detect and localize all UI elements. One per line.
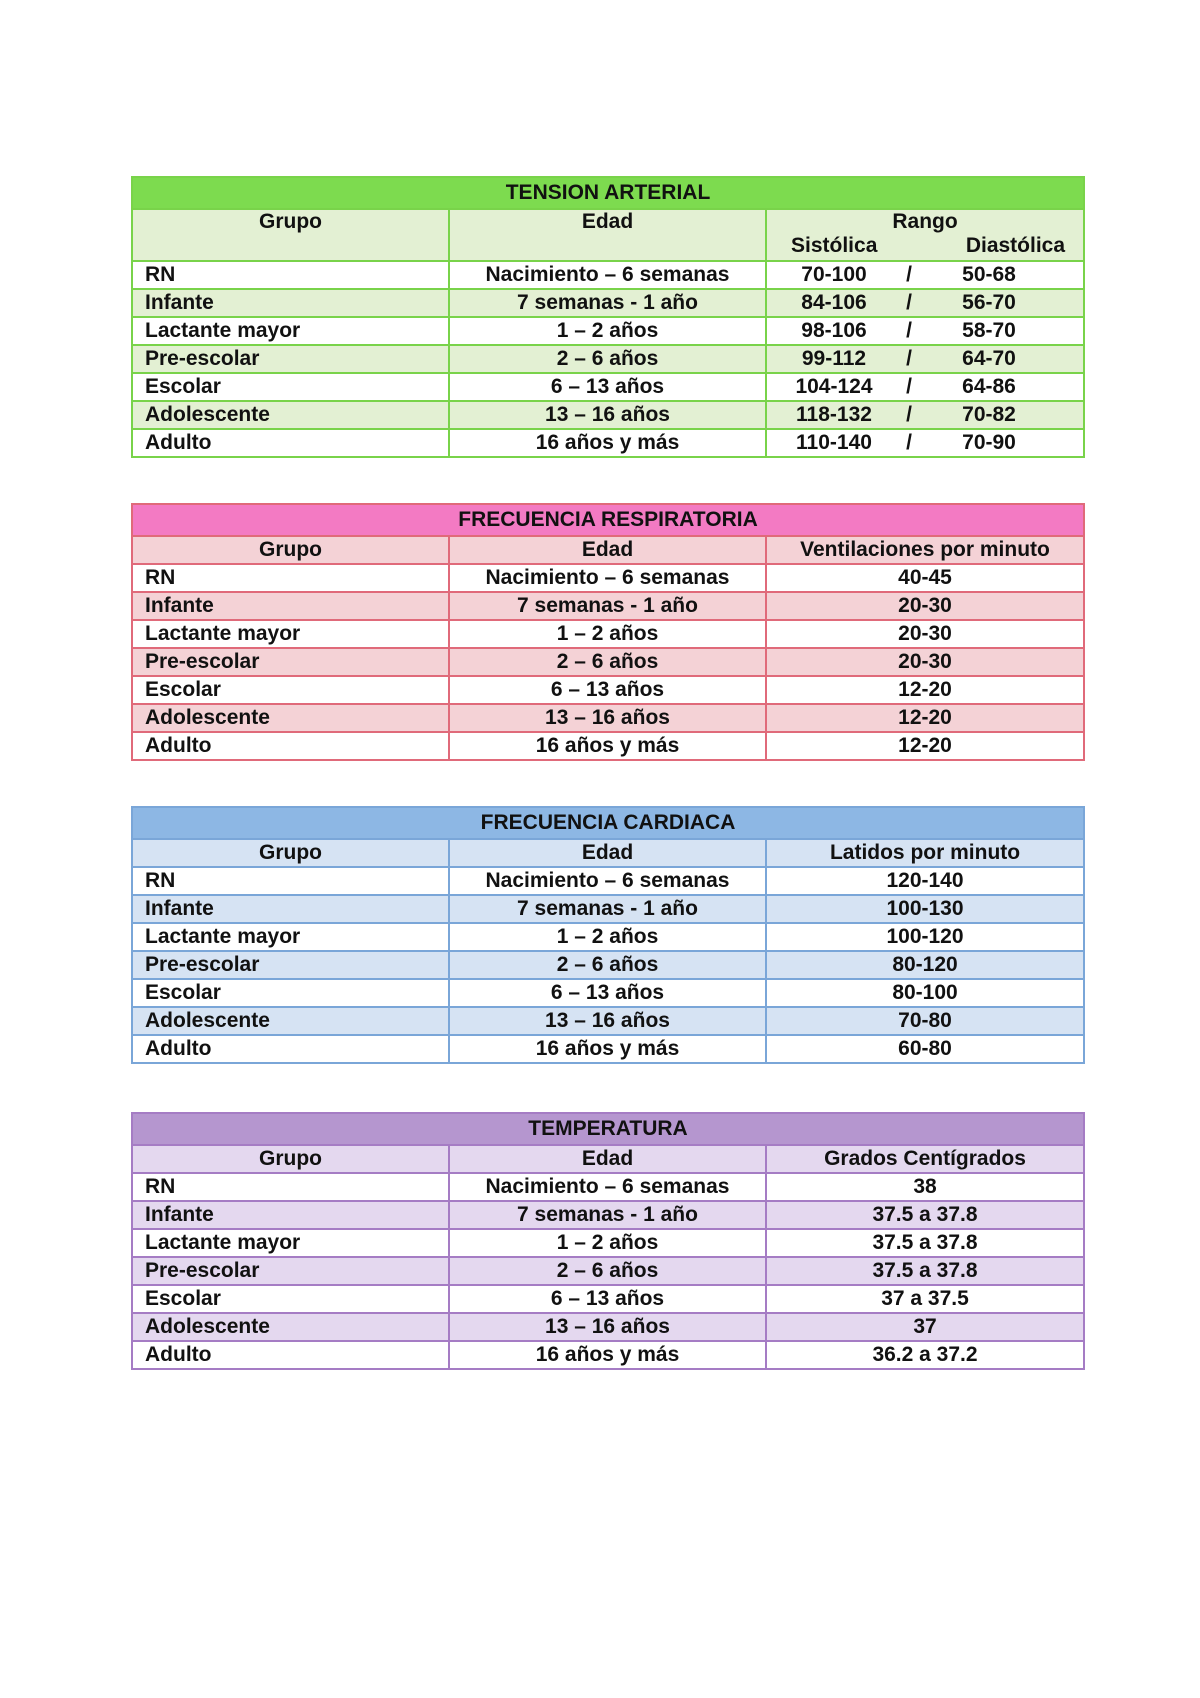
table-row xyxy=(132,648,1084,676)
cell-rango xyxy=(766,289,1084,317)
separator: / xyxy=(906,319,912,342)
temperatura-body xyxy=(132,1173,1084,1369)
cell-grupo: Adolescente xyxy=(132,401,449,429)
cell-valor: 100-120 xyxy=(766,923,1084,951)
col-header-edad: Edad xyxy=(449,839,766,867)
cell-grupo: Infante xyxy=(132,289,449,317)
table-row xyxy=(132,373,1084,401)
cell-rango xyxy=(766,373,1084,401)
sistolica-label: Sistólica xyxy=(791,234,878,257)
table-row xyxy=(132,923,1084,951)
table-row xyxy=(132,1173,1084,1201)
sistolica-value: 104-124 xyxy=(795,375,873,398)
cell-edad: 13 – 16 años xyxy=(449,401,766,429)
cell-grupo: RN xyxy=(132,261,449,289)
diastolica-value: 58-70 xyxy=(962,319,1016,342)
cell-rango xyxy=(766,429,1084,457)
cell-edad: Nacimiento – 6 semanas xyxy=(449,1173,766,1201)
cell-grupo: Escolar xyxy=(132,979,449,1007)
cell-grupo: Infante xyxy=(132,1201,449,1229)
cell-grupo: RN xyxy=(132,867,449,895)
cell-edad: 13 – 16 años xyxy=(449,704,766,732)
cell-edad: 7 semanas - 1 año xyxy=(449,289,766,317)
separator: / xyxy=(906,263,912,286)
cell-grupo: Adolescente xyxy=(132,704,449,732)
cell-edad: 6 – 13 años xyxy=(449,1285,766,1313)
cell-edad: 2 – 6 años xyxy=(449,648,766,676)
separator: / xyxy=(906,347,912,370)
cell-grupo: Pre-escolar xyxy=(132,345,449,373)
cell-edad: Nacimiento – 6 semanas xyxy=(449,261,766,289)
cell-valor: 120-140 xyxy=(766,867,1084,895)
cell-valor: 36.2 a 37.2 xyxy=(766,1341,1084,1369)
table-row xyxy=(132,1201,1084,1229)
cell-grupo: Adulto xyxy=(132,732,449,760)
col-header-latidos: Latidos por minuto xyxy=(766,839,1084,867)
cell-edad: Nacimiento – 6 semanas xyxy=(449,564,766,592)
cell-valor: 12-20 xyxy=(766,676,1084,704)
cell-grupo: Lactante mayor xyxy=(132,1229,449,1257)
diastolica-value: 70-90 xyxy=(962,431,1016,454)
sistolica-value: 84-106 xyxy=(801,291,867,314)
table-row xyxy=(132,564,1084,592)
sistolica-value: 118-132 xyxy=(796,403,872,426)
cell-grupo: Pre-escolar xyxy=(132,1257,449,1285)
cell-rango xyxy=(766,317,1084,345)
table-row xyxy=(132,1007,1084,1035)
cell-valor: 20-30 xyxy=(766,620,1084,648)
table-row xyxy=(132,261,1084,289)
table-row xyxy=(132,895,1084,923)
table-row xyxy=(132,979,1084,1007)
cell-edad: 6 – 13 años xyxy=(449,676,766,704)
cell-edad: 13 – 16 años xyxy=(449,1007,766,1035)
cell-grupo: Adolescente xyxy=(132,1313,449,1341)
cell-edad: 7 semanas - 1 año xyxy=(449,895,766,923)
table-row xyxy=(132,1257,1084,1285)
temperatura-table xyxy=(131,1112,1085,1370)
table-title: FRECUENCIA RESPIRATORIA xyxy=(132,504,1084,536)
cell-grupo: Adulto xyxy=(132,1035,449,1063)
table-title: TENSION ARTERIAL xyxy=(132,177,1084,209)
diastolica-value: 64-86 xyxy=(962,375,1016,398)
cell-valor: 38 xyxy=(766,1173,1084,1201)
cell-valor: 37.5 a 37.8 xyxy=(766,1229,1084,1257)
cell-edad: 6 – 13 años xyxy=(449,373,766,401)
table-row xyxy=(132,429,1084,457)
cell-grupo: Lactante mayor xyxy=(132,317,449,345)
table-row xyxy=(132,317,1084,345)
cell-edad: 6 – 13 años xyxy=(449,979,766,1007)
cell-edad: 7 semanas - 1 año xyxy=(449,592,766,620)
table-row xyxy=(132,620,1084,648)
cell-valor: 12-20 xyxy=(766,732,1084,760)
diastolica-value: 56-70 xyxy=(962,291,1016,314)
col-header-grupo: Grupo xyxy=(132,536,449,564)
cell-grupo: RN xyxy=(132,1173,449,1201)
cell-rango xyxy=(766,401,1084,429)
frecuencia-cardiaca-table xyxy=(131,806,1085,1064)
cell-valor: 37.5 a 37.8 xyxy=(766,1201,1084,1229)
table-row xyxy=(132,1035,1084,1063)
table-row xyxy=(132,289,1084,317)
cell-edad: 1 – 2 años xyxy=(449,1229,766,1257)
tension-arterial-table xyxy=(131,176,1085,458)
separator: / xyxy=(906,291,912,314)
cell-grupo: Infante xyxy=(132,895,449,923)
diastolica-label: Diastólica xyxy=(965,234,1066,257)
cell-edad: Nacimiento – 6 semanas xyxy=(449,867,766,895)
sistolica-value: 99-112 xyxy=(801,347,867,370)
table-title: TEMPERATURA xyxy=(132,1113,1084,1145)
cell-valor: 100-130 xyxy=(766,895,1084,923)
cell-edad: 1 – 2 años xyxy=(449,317,766,345)
cell-edad: 16 años y más xyxy=(449,1341,766,1369)
cell-grupo: Lactante mayor xyxy=(132,620,449,648)
col-header-grupo: Grupo xyxy=(132,839,449,867)
table-row xyxy=(132,1341,1084,1369)
table-row xyxy=(132,1285,1084,1313)
table-row xyxy=(132,592,1084,620)
table-row xyxy=(132,951,1084,979)
cell-valor: 37 a 37.5 xyxy=(766,1285,1084,1313)
cell-edad: 1 – 2 años xyxy=(449,620,766,648)
cell-grupo: Adolescente xyxy=(132,1007,449,1035)
col-header-edad: Edad xyxy=(449,1145,766,1173)
sistolica-value: 110-140 xyxy=(796,431,872,454)
cell-valor: 40-45 xyxy=(766,564,1084,592)
cell-grupo: Escolar xyxy=(132,373,449,401)
frecuencia-respiratoria-table xyxy=(131,503,1085,761)
table-row xyxy=(132,1229,1084,1257)
col-header-grupo: Grupo xyxy=(132,209,449,261)
table-title: FRECUENCIA CARDIACA xyxy=(132,807,1084,839)
col-header-grados: Grados Centígrados xyxy=(766,1145,1084,1173)
diastolica-value: 50-68 xyxy=(962,263,1016,286)
table-row xyxy=(132,732,1084,760)
cell-valor: 37.5 a 37.8 xyxy=(766,1257,1084,1285)
cell-edad: 2 – 6 años xyxy=(449,951,766,979)
cell-grupo: Escolar xyxy=(132,1285,449,1313)
cell-rango xyxy=(766,261,1084,289)
rango-label: Rango xyxy=(892,210,958,233)
sistolica-value: 70-100 xyxy=(801,263,867,286)
table-row xyxy=(132,1313,1084,1341)
cell-grupo: Adulto xyxy=(132,1341,449,1369)
frecuencia-cardiaca-body xyxy=(132,867,1084,1063)
separator: / xyxy=(906,431,912,454)
cell-valor: 20-30 xyxy=(766,648,1084,676)
separator: / xyxy=(906,403,912,426)
cell-edad: 2 – 6 años xyxy=(449,345,766,373)
cell-valor: 37 xyxy=(766,1313,1084,1341)
table-row xyxy=(132,401,1084,429)
cell-grupo: Adulto xyxy=(132,429,449,457)
diastolica-value: 64-70 xyxy=(962,347,1016,370)
cell-valor: 20-30 xyxy=(766,592,1084,620)
cell-edad: 16 años y más xyxy=(449,1035,766,1063)
cell-grupo: Infante xyxy=(132,592,449,620)
table-row xyxy=(132,676,1084,704)
separator: / xyxy=(906,375,912,398)
tension-arterial-body xyxy=(132,261,1084,457)
cell-valor: 80-100 xyxy=(766,979,1084,1007)
cell-edad: 7 semanas - 1 año xyxy=(449,1201,766,1229)
cell-grupo: Pre-escolar xyxy=(132,951,449,979)
col-header-edad: Edad xyxy=(449,536,766,564)
diastolica-value: 70-82 xyxy=(962,403,1016,426)
cell-edad: 16 años y más xyxy=(449,429,766,457)
col-header-ventilaciones: Ventilaciones por minuto xyxy=(766,536,1084,564)
table-row xyxy=(132,345,1084,373)
col-header-edad: Edad xyxy=(449,209,766,261)
cell-grupo: Pre-escolar xyxy=(132,648,449,676)
cell-edad: 16 años y más xyxy=(449,732,766,760)
cell-valor: 12-20 xyxy=(766,704,1084,732)
cell-valor: 70-80 xyxy=(766,1007,1084,1035)
table-row xyxy=(132,867,1084,895)
cell-grupo: Lactante mayor xyxy=(132,923,449,951)
table-row xyxy=(132,704,1084,732)
col-header-grupo: Grupo xyxy=(132,1145,449,1173)
cell-rango xyxy=(766,345,1084,373)
sistolica-value: 98-106 xyxy=(801,319,867,342)
cell-valor: 80-120 xyxy=(766,951,1084,979)
col-header-rango xyxy=(766,209,1084,261)
cell-valor: 60-80 xyxy=(766,1035,1084,1063)
cell-grupo: Escolar xyxy=(132,676,449,704)
cell-edad: 13 – 16 años xyxy=(449,1313,766,1341)
frecuencia-respiratoria-body xyxy=(132,564,1084,760)
cell-edad: 2 – 6 años xyxy=(449,1257,766,1285)
cell-grupo: RN xyxy=(132,564,449,592)
cell-edad: 1 – 2 años xyxy=(449,923,766,951)
